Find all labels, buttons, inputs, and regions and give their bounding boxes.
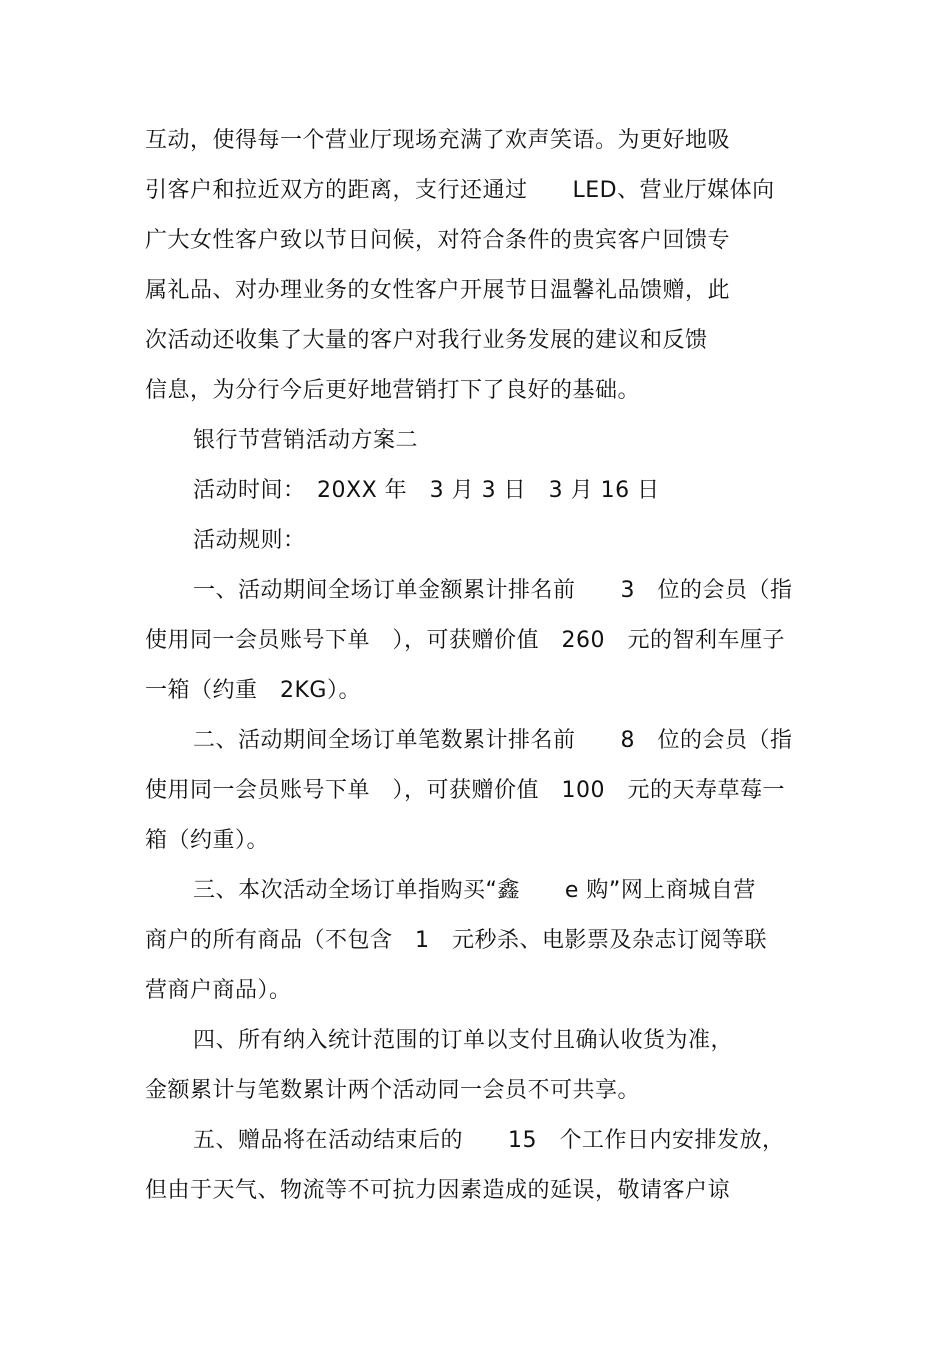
text-line: 使用同一会员账号下单 ），可获赠价值 260 元的智利车厘子 bbox=[145, 628, 785, 653]
text-line: 引客户和拉近双方的距离，支行还通过 LED、营业厅媒体向 bbox=[145, 178, 775, 203]
text-line: 三、本次活动全场订单指购买“鑫 e 购”网上商城自营 bbox=[193, 878, 756, 903]
text-line: 属礼品、对办理业务的女性客户开展节日温馨礼品馈赠，此 bbox=[145, 278, 731, 303]
text-line: 一箱（约重 2KG）。 bbox=[145, 678, 361, 703]
text-line: 使用同一会员账号下单 ），可获赠价值 100 元的天寿草莓一 bbox=[145, 778, 785, 803]
text-line: 商户的所有商品（不包含 1 元秒杀、电影票及杂志订阅等联 bbox=[145, 928, 767, 953]
text-line: 五、赠品将在活动结束后的 15 个工作日内安排发放， bbox=[193, 1128, 785, 1153]
text-line: 互动，使得每一个营业厅现场充满了欢声笑语。为更好地吸 bbox=[145, 128, 731, 153]
text-line: 一、活动期间全场订单金额累计排名前 3 位的会员（指 bbox=[193, 578, 793, 603]
text-line: 次活动还收集了大量的客户对我行业务发展的建议和反馈 bbox=[145, 328, 708, 353]
section-heading: 银行节营销活动方案二 bbox=[193, 428, 419, 453]
text-line: 活动规则： bbox=[193, 528, 306, 553]
text-line: 箱（约重）。 bbox=[145, 828, 270, 853]
text-line: 但由于天气、物流等不可抗力因素造成的延误，敬请客户谅 bbox=[145, 1178, 731, 1203]
text-line: 四、所有纳入统计范围的订单以支付且确认收货为准， bbox=[193, 1028, 734, 1053]
text-line: 活动时间： 20XX 年 3 月 3 日 3 月 16 日 bbox=[193, 478, 660, 503]
text-line: 金额累计与笔数累计两个活动同一会员不可共享。 bbox=[145, 1078, 641, 1103]
text-line: 二、活动期间全场订单笔数累计排名前 8 位的会员（指 bbox=[193, 728, 793, 753]
text-line: 信息，为分行今后更好地营销打下了良好的基础。 bbox=[145, 378, 641, 403]
text-line: 营商户商品）。 bbox=[145, 978, 292, 1003]
text-line: 广大女性客户致以节日问候，对符合条件的贵宾客户回馈专 bbox=[145, 228, 731, 253]
